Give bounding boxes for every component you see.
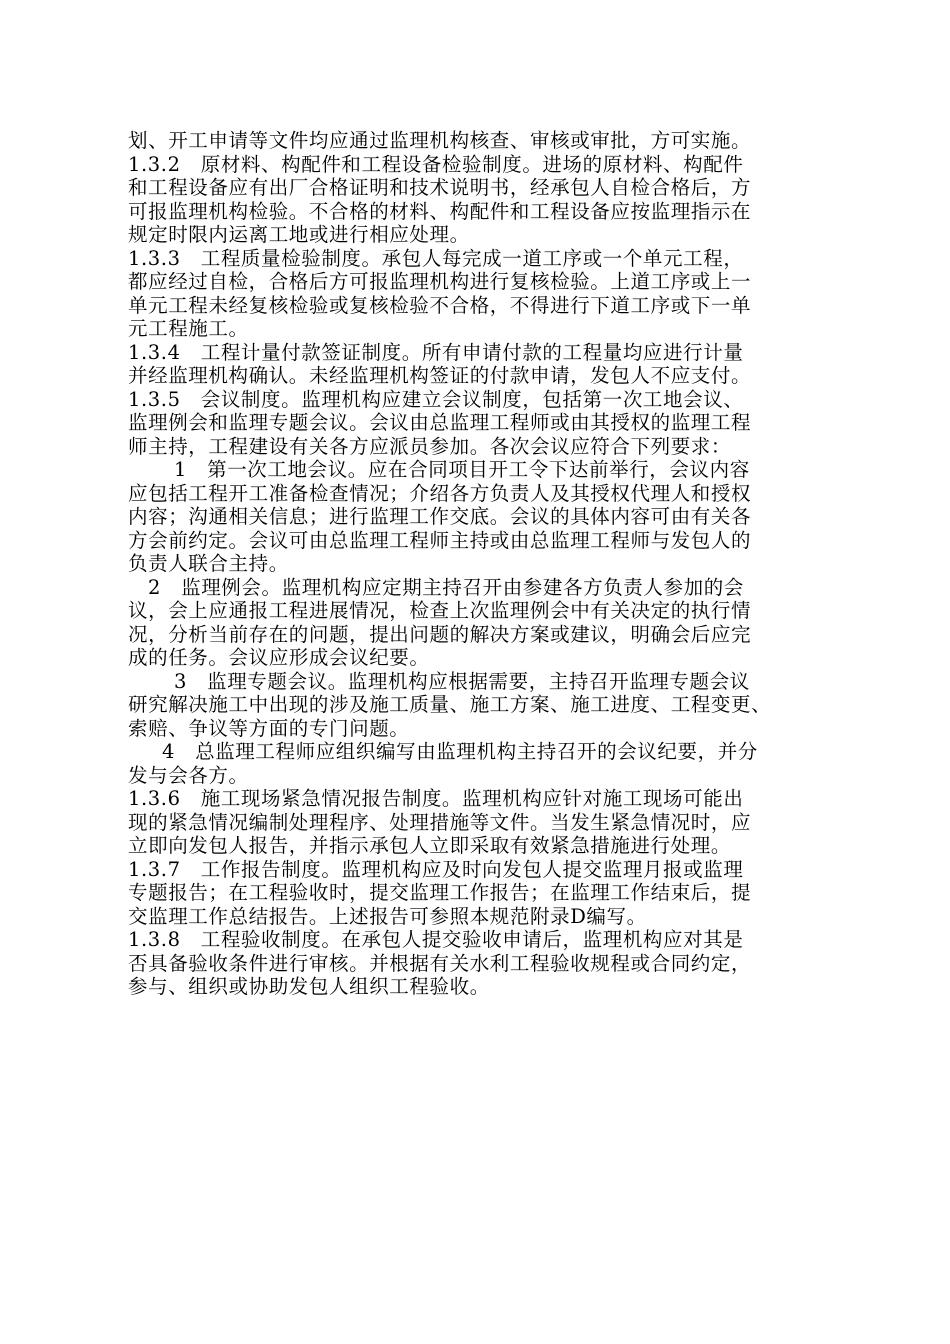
text-line: 1.3.7 工作报告制度。监理机构应及时向发包人提交监理月报或监理 — [128, 857, 744, 881]
text-line: 1.3.5 会议制度。监理机构应建立会议制度，包括第一次工地会议、 — [128, 387, 744, 411]
text-line: 元工程施工。 — [128, 317, 249, 340]
text-line: 1.3.4 工程计量付款签证制度。所有申请付款的工程量均应进行计量 — [128, 340, 744, 364]
text-line: 应包括工程开工准备检查情况；介绍各方负责人及其授权代理人和授权 — [128, 481, 752, 505]
text-line: 议，会上应通报工程进展情况，检查上次监理例会中有关决定的执行情 — [128, 599, 752, 622]
text-line: 1.3.8 工程验收制度。在承包人提交验收申请后，监理机构应对其是 — [128, 928, 744, 951]
text-line: 单元工程未经复核检验或复核检验不合格，不得进行下道工序或下一单 — [128, 293, 752, 317]
text-line: 内容；沟通相关信息；进行监理工作交底。会议的具体内容可由有关各 — [128, 505, 752, 528]
text-line: 1.3.6 施工现场紧急情况报告制度。监理机构应针对施工现场可能出 — [128, 787, 744, 810]
text-line: 成的任务。会议应形成会议纪要。 — [128, 646, 430, 669]
text-line: 2 监理例会。监理机构应定期主持召开由参建各方负责人参加的会 — [148, 575, 744, 599]
text-line: 划、开工申请等文件均应通过监理机构核查、审核或审批，方可实施。 — [128, 129, 752, 152]
text-line: 都应经过自检，合格后方可报监理机构进行复核检验。上道工序或上一 — [128, 270, 752, 293]
text-line: 专题报告；在工程验收时，提交监理工作报告；在监理工作结束后，提 — [128, 881, 752, 904]
text-line: 参与、组织或协助发包人组织工程验收。 — [128, 975, 490, 998]
text-line: 否具备验收条件进行审核。并根据有关水利工程验收规程或合同约定， — [128, 951, 752, 975]
document-body — [128, 129, 828, 999]
text-line: 并经监理机构确认。未经监理机构签证的付款申请，发包人不应支付。 — [128, 364, 752, 387]
text-line: 发与会各方。 — [128, 763, 249, 787]
text-line: 况，分析当前存在的问题，提出问题的解决方案或建议，明确会后应完 — [128, 622, 752, 646]
text-line: 交监理工作总结报告。上述报告可参照本规范附录D编写。 — [128, 904, 647, 928]
text-line: 立即向发包人报告，并指示承包人立即采取有效紧急措施进行处理。 — [128, 834, 732, 857]
text-line: 1.3.3 工程质量检验制度。承包人每完成一道工序或一个单元工程， — [128, 246, 744, 270]
text-line: 负责人联合主持。 — [128, 552, 289, 575]
text-line: 4 总监理工程师应组织编写由监理机构主持召开的会议纪要，并分 — [162, 740, 758, 763]
text-line: 现的紧急情况编制处理程序、处理措施等文件。当发生紧急情况时，应 — [128, 810, 752, 834]
text-line: 3 监理专题会议。监理机构应根据需要，主持召开监理专题会议 — [174, 669, 750, 693]
text-line: 1 第一次工地会议。应在合同项目开工令下达前举行，会议内容 — [174, 458, 750, 481]
text-line: 规定时限内运离工地或进行相应处理。 — [128, 223, 470, 246]
text-line: 研究解决施工中出现的涉及施工质量、施工方案、施工进度、工程变更、 — [128, 693, 772, 716]
text-line: 方会前约定。会议可由总监理工程师主持或由总监理工程师与发包人的 — [128, 528, 752, 552]
text-line: 1.3.2 原材料、构配件和工程设备检验制度。进场的原材料、构配件 — [128, 152, 744, 176]
text-line: 索赔、争议等方面的专门问题。 — [128, 716, 410, 740]
text-line: 可报监理机构检验。不合格的材料、构配件和工程设备应按监理指示在 — [128, 199, 752, 223]
text-line: 师主持，工程建设有关各方应派员参加。各次会议应符合下列要求： — [128, 434, 732, 458]
text-line: 监理例会和监理专题会议。会议由总监理工程师或由其授权的监理工程 — [128, 411, 752, 434]
text-line: 和工程设备应有出厂合格证明和技术说明书，经承包人自检合格后，方 — [128, 176, 752, 199]
